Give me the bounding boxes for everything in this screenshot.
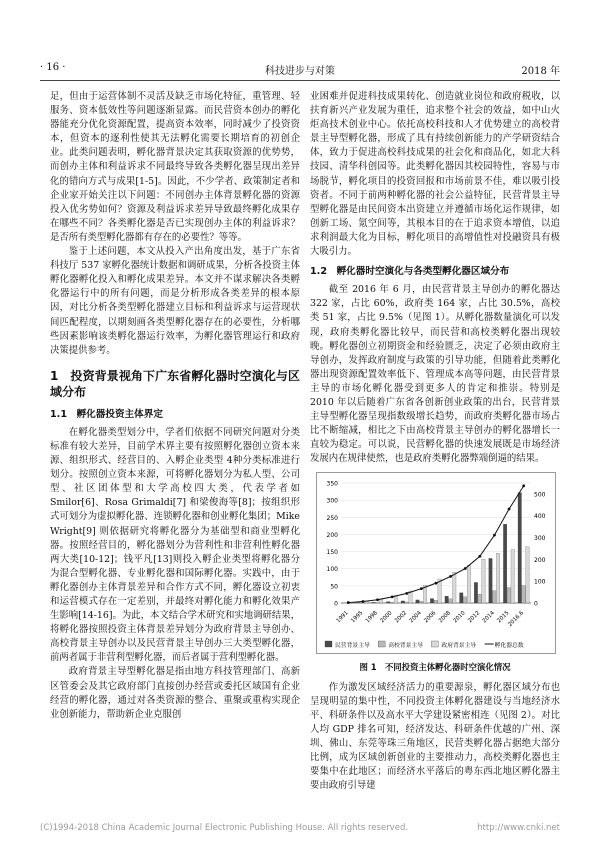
total-point	[522, 485, 525, 488]
paragraph: 业困难并促进科技成果转化、创造就业岗位和政府税收，以扶育新兴产业发展为重任，追求整个社会的效益，如中山火炬高技术创业中心。依托高校科技和人才优势建立的高校背景主导型孵化器，形成了具有持续创新能力的产学研资结合体，致力于促进高校科技成果的社会化和商品化，如北大科技园、清华科创园等。此类孵化器因其校园特性，容易与市场脱节，孵化项目的投资回报和市场前景不佳，难以吸引投资者。不同于前两种孵化器的社会公益特征，民营背景主导型孵化器是由民间资本出资建立并遵循市场化运作规律，如创新工场、氪空间等，其根本目的在于追求资本增值，以追求利润最大化为目标，孵化项目的高增值性对投融资具有极大吸引力。	[310, 91, 560, 258]
y-tick-label: 150	[326, 549, 338, 557]
paragraph: 在孵化器类型划分中，学者们依据不同研究问题对分类标准有较大差异，目前学术界主要有按照孵化器创立资本来源、组织形式、经营目的、入孵企业类型 4种分类标准进行划分。按照创立资本来源，可将孵化器划分为私人型、公司型、社区团体型和大学高校四大类，代表学者如 Smilor[6]、Rosa Grimaldi[7] 和梁俊海等[8]；按组织形式可划分为虚拟孵化器、连锁孵化器和创业孵化集团；Mike Wright[9] 则依据研究将孵化器分为基础型和商业型孵化器。按照经营目的，孵化器划分为营利性和非营利性孵化器两大类[10-12]；钱平凡[13]则投入孵企业类型将孵化器分为混合型孵化器、专业孵化器和国际孵化器。实践中，由于孵化器创办主体背景差异和合作方式不同，孵化器设立初衷和运营模式存在一定差别，并最终对孵化能力和孵化效果产生影响[14-16]。为此，本文结合学术研究和实地调研结果，将孵化器按照投资主体背景差异划分为政府背景主导创办、高校背景主导创办以及民营背景主导创办三大类型孵化器，前两者属于非营利型孵化器，而后者属于营利型孵化器。	[50, 426, 300, 664]
figure-1-chart	[316, 472, 556, 654]
bar	[372, 603, 375, 604]
x-tick-label: 1991	[335, 610, 350, 625]
total-point	[420, 588, 423, 591]
figure-caption: 图 1 不同投资主体孵化器时空演化情况	[359, 662, 511, 673]
x-tick-label: 2002	[394, 610, 409, 625]
x-tick-label: 1995	[350, 610, 365, 625]
bar	[496, 554, 499, 604]
total-point	[449, 575, 452, 578]
bar	[482, 560, 485, 604]
total-point	[362, 601, 365, 604]
paragraph: 鉴于上述问题，本文从投入产出角度出发，基于广东省科技厅 537 家孵化器统计数据和调研成果，分析各投资主体孵化器孵化投入和孵化成果差异。本文并不谋求解决各类孵化器运行中的所有问题，而是分析形成各类差异的根本原因，对比分析各类型孵化器建立目标和利益诉求与运营现状间匹配程度，以期刻画各类型孵化器存在的必要性，分析哪些因素影响该类孵化器运行效率，为孵化器管理运行和政府决策提供参考。	[50, 246, 300, 356]
bar	[507, 588, 510, 603]
total-point	[493, 534, 496, 537]
legend-swatch	[325, 641, 332, 647]
y-tick-label: 0	[334, 600, 338, 608]
bar	[526, 547, 529, 603]
bar	[511, 550, 514, 603]
bar	[489, 559, 492, 604]
y2-tick-label: 0	[534, 600, 538, 608]
y-tick-label: 100	[326, 566, 338, 574]
page-header	[40, 62, 560, 78]
bar	[401, 601, 404, 603]
bar	[405, 602, 408, 603]
legend-label: 民营背景主导	[335, 643, 370, 650]
bar	[503, 525, 506, 604]
page-number: · 16 ·	[40, 62, 66, 73]
legend-label: 孵化器总数	[494, 643, 524, 650]
total-point	[405, 592, 408, 595]
x-tick-label: 2014	[481, 610, 496, 625]
header-rule	[40, 80, 560, 81]
cnki-url: http://www.cnki.net	[477, 823, 560, 833]
bar	[453, 573, 456, 604]
bar	[416, 600, 419, 603]
legend-swatch	[378, 641, 385, 647]
x-tick-label: 2012	[467, 610, 482, 625]
bar	[419, 602, 422, 604]
legend-label: 高校背景主导	[388, 643, 423, 650]
journal-name: 科技进步与对策	[265, 66, 335, 77]
bar	[474, 583, 477, 604]
copyright-text: (C)1994-2018 China Academic Journal Electronic Publishing House. All rights reserved.	[40, 823, 409, 833]
bar	[445, 597, 448, 604]
bar	[478, 595, 481, 604]
x-tick-label: 2004	[408, 610, 423, 625]
x-tick-label: 2000	[379, 610, 394, 625]
bar	[463, 597, 466, 603]
x-tick-label: 1998	[364, 610, 379, 625]
total-point	[464, 568, 467, 571]
y2-tick-label: 100	[534, 579, 546, 587]
bar	[434, 601, 437, 604]
total-point	[391, 596, 394, 599]
chart-svg	[317, 473, 555, 653]
y2-tick-label: 500	[534, 491, 546, 499]
bar	[438, 579, 441, 603]
y-tick-label: 250	[326, 515, 338, 523]
paragraph: 足，但由于运营体制不灵活及缺乏市场化特征，重管理、轻服务、资本低效性等问题逐渐显露。而民营资本创办的孵化器能充分优化资源配置，提高资本效率，同时减少了投资资本，但资本的逐利性使其无法孵化需要长期培育的初创企业。此类问题表明，孵化器背景决定其获取资源的优势势，而创办主体和利益诉求不同最终导致各类孵化器呈现出差异化的错向方式与成果[1-5]。因此，不少学者、政策制定者和企业家开始关注以下问题：不同创办主体背景孵化器的资源投入优劣势如何？资源及利益诉求差异导致最终孵化成果存在哪些不同？各类孵化器是否已实现创办主体的利益诉求？是否所有类型孵化器都有存在的必要性？等等。	[50, 91, 300, 243]
y-tick-label: 50	[330, 583, 338, 591]
bar	[522, 586, 525, 603]
x-tick-label: 2016.6	[507, 610, 526, 629]
bar	[467, 566, 470, 604]
paragraph: 截至 2016 年 6 月，由民营背景主导创办的孵化器达 322 家，占比 60%，政府类 164 家，占比 30.5%，高校类 51 家，占比 9.5%（见图 1）。从孵化器数量演化可以发现，政府类孵化器比较早，而民营和高校类孵化器出现较晚。孵化器创立初期资金和经验匮乏，决定了必须由政府主导创办，发挥政府制度与政策的引导功能，但随着此类孵化器出现资源配置效率低下、管理成本高等问题，由民营背景主导的市场化孵化器受到更多人的肯定和推崇。特别是 2010 年以后随着广东省各创新创业政策的出台，民营背景主导型孵化器呈现指数级增长趋势，而政府类孵化器市场占比不断缩减，相比之下由高校背景主导创办的孵化器增长一直较为稳定。可以说，民营孵化器的快速发展既是市场经济发展内在规律使然，也是政府类孵化器弊端倒逼的结果。	[310, 284, 560, 465]
journal-year: 2018 年	[521, 66, 560, 77]
total-point	[435, 582, 438, 585]
x-tick-label: 2008	[437, 610, 453, 625]
y2-tick-label: 200	[534, 557, 546, 565]
y-tick-label: 350	[326, 480, 338, 488]
total-point	[478, 555, 481, 558]
subsection-heading: 1.2 孵化器时空演化与各类型孵化器区域分布	[310, 266, 510, 278]
right-column	[310, 90, 560, 793]
bar	[430, 599, 433, 603]
bar	[493, 591, 496, 603]
section-heading: 1 投资背景视角下广东省孵化器时空演化与区域分布	[50, 368, 300, 399]
total-point	[508, 508, 511, 511]
total-point	[376, 599, 379, 602]
legend-swatch	[431, 641, 438, 647]
bar	[460, 593, 463, 603]
x-tick-label: 2010	[452, 610, 467, 625]
left-column	[50, 90, 300, 722]
y2-tick-label: 400	[534, 513, 546, 521]
y2-tick-label: 300	[534, 535, 546, 543]
x-tick-label: 2015	[496, 610, 511, 625]
legend-label: 政府背景主导	[441, 643, 477, 650]
y-tick-label: 200	[326, 532, 338, 540]
bar	[390, 603, 393, 604]
x-tick-label: 2006	[423, 610, 438, 625]
bar	[449, 599, 452, 603]
total-point	[347, 602, 350, 605]
subsection-heading: 1.1 孵化器投资主体界定	[50, 408, 163, 420]
bar	[518, 493, 521, 603]
paragraph: 作为激发区域经济活力的重要源泉，孵化器区域分布也呈现明显的集中性，不同投资主体孵化器建设与当地经济水平、科研条件以及高水平大学建设紧密相连（见图 2）。对比人均 GDP 排名可知，经济发达、科研条件优越的广州、深圳、佛山、东莞等珠三角地区，民营类孵化器占据绝大部分比例，成为区域创新创业的主要推动力，高校类孵化器也主要集中在此地区；而经济水平落后的粤东西北地区孵化器主要由政府引导建	[310, 681, 560, 792]
y-tick-label: 300	[326, 498, 338, 506]
bar	[386, 602, 389, 603]
paragraph: 政府背景主导型孵化器是指由地方科技管理部门、高新区管委会及其它政府部门直接创办经营或委托区域国有企业经营的孵化器，通过对各类资源的整合、重聚或重构实现企业创新能力，帮助新企业克服创	[50, 666, 300, 720]
